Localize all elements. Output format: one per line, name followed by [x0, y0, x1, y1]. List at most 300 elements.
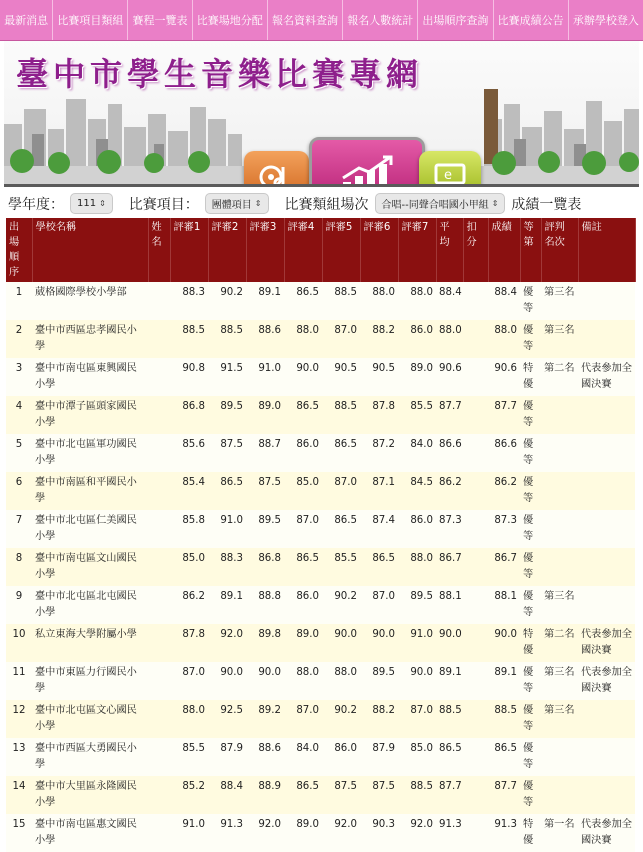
table-cell: 89.0 [246, 396, 284, 434]
table-cell: 91.0 [398, 624, 436, 662]
table-cell: 特優 [520, 624, 541, 662]
table-cell: 86.5 [322, 510, 360, 548]
table-cell: 88.1 [436, 586, 463, 624]
table-cell: 86.5 [360, 548, 398, 586]
table-cell: 90.0 [322, 624, 360, 662]
table-cell [578, 434, 635, 472]
table-cell: 89.5 [360, 662, 398, 700]
table-cell: 87.5 [208, 434, 246, 472]
table-cell: 84.0 [284, 738, 322, 776]
table-cell: 10 [6, 624, 32, 662]
table-cell: 2 [6, 320, 32, 358]
table-cell [148, 662, 170, 700]
table-cell: 臺中市南屯區文山國民小學 [32, 548, 148, 586]
nav-item[interactable]: 承辦學校登入 [572, 14, 639, 27]
item-label: 比賽項目： [128, 196, 199, 213]
table-cell: 86.0 [398, 320, 436, 358]
table-cell [578, 738, 635, 776]
table-cell [578, 396, 635, 434]
table-row [6, 814, 635, 852]
table-cell: 90.0 [488, 624, 520, 662]
table-cell: 85.2 [170, 776, 208, 814]
table-cell: 91.0 [208, 510, 246, 548]
updown-chevron-icon: ⇕ [99, 199, 106, 208]
table-cell: 6 [6, 472, 32, 510]
group-label: 比賽類組場次 [284, 196, 369, 213]
table-cell [541, 510, 578, 548]
table-cell [463, 358, 488, 396]
nav-item[interactable]: 報名資料查詢 [268, 0, 343, 40]
table-cell: 85.5 [170, 738, 208, 776]
table-cell: 86.6 [436, 434, 463, 472]
table-cell: 優等 [520, 472, 541, 510]
nav-item[interactable]: 最新消息 [0, 0, 53, 40]
table-cell: 代表參加全國決賽 [578, 662, 635, 700]
table-cell: 90.3 [360, 814, 398, 852]
updown-chevron-icon: ⇕ [254, 199, 262, 208]
table-cell: 88.8 [246, 586, 284, 624]
year-label: 學年度： [8, 196, 64, 213]
table-cell [463, 396, 488, 434]
table-cell: 代表參加全國決賽 [578, 358, 635, 396]
table-cell: 92.5 [208, 700, 246, 738]
table-cell: 88.5 [322, 396, 360, 434]
table-cell: 86.2 [436, 472, 463, 510]
table-cell: 88.4 [208, 776, 246, 814]
table-cell: 87.0 [284, 700, 322, 738]
table-cell [541, 776, 578, 814]
table-cell: 第三名 [541, 700, 578, 738]
table-cell: 88.6 [246, 738, 284, 776]
table-cell: 87.7 [488, 776, 520, 814]
table-cell: 85.5 [398, 396, 436, 434]
table-cell: 14 [6, 776, 32, 814]
table-cell [541, 434, 578, 472]
table-cell: 特優 [520, 814, 541, 852]
table-cell: 92.0 [398, 814, 436, 852]
table-cell: 9 [6, 586, 32, 624]
table-cell: 90.0 [208, 662, 246, 700]
table-cell: 90.5 [360, 358, 398, 396]
column-header: 學校名稱 [32, 218, 148, 282]
table-cell [148, 396, 170, 434]
computer-icon [419, 151, 481, 187]
table-cell: 臺中市南屯區東興國民小學 [32, 358, 148, 396]
table-cell: 85.8 [170, 510, 208, 548]
table-row [6, 548, 635, 586]
table-cell: 88.0 [488, 320, 520, 358]
table-row [6, 586, 635, 624]
svg-text:e: e [444, 168, 452, 183]
column-header: 姓名 [148, 218, 170, 282]
column-header: 評審3 [246, 218, 284, 282]
year-select-value: 111 [77, 198, 97, 209]
table-cell: 5 [6, 434, 32, 472]
table-cell: 86.5 [284, 548, 322, 586]
table-cell: 第三名 [541, 320, 578, 358]
table-cell: 87.8 [360, 396, 398, 434]
table-cell: 85.6 [170, 434, 208, 472]
table-cell: 85.4 [170, 472, 208, 510]
column-header: 評審4 [284, 218, 322, 282]
table-cell: 87.8 [170, 624, 208, 662]
table-cell: 88.7 [246, 434, 284, 472]
table-cell: 88.4 [436, 282, 463, 320]
table-cell: 88.3 [170, 282, 208, 320]
table-cell: 優等 [520, 396, 541, 434]
table-row [6, 738, 635, 776]
table-cell: 86.6 [488, 434, 520, 472]
table-cell [578, 510, 635, 548]
table-cell: 90.6 [488, 358, 520, 396]
table-cell: 私立東海大學附屬小學 [32, 624, 148, 662]
table-cell: 第一名 [541, 814, 578, 852]
table-cell: 88.5 [398, 776, 436, 814]
table-cell: 87.5 [246, 472, 284, 510]
table-cell: 87.7 [436, 396, 463, 434]
table-cell: 89.2 [246, 700, 284, 738]
table-cell [148, 320, 170, 358]
column-header: 評審5 [322, 218, 360, 282]
table-row [6, 472, 635, 510]
nav-item[interactable]: 比賽場地分配 [193, 0, 268, 40]
table-row [6, 358, 635, 396]
table-cell: 優等 [520, 662, 541, 700]
table-cell: 89.5 [208, 396, 246, 434]
table-cell [463, 662, 488, 700]
table-cell: 11 [6, 662, 32, 700]
table-cell: 88.2 [360, 700, 398, 738]
table-cell [578, 282, 635, 320]
table-cell: 86.5 [488, 738, 520, 776]
table-cell: 優等 [520, 434, 541, 472]
table-cell: 優等 [520, 548, 541, 586]
table-cell: 91.3 [488, 814, 520, 852]
table-cell: 87.0 [284, 510, 322, 548]
table-cell: 臺中市南屯區惠文國民小學 [32, 814, 148, 852]
table-row [6, 282, 635, 320]
column-header: 出場順序 [6, 218, 32, 282]
table-row [6, 624, 635, 662]
table-cell: 88.0 [398, 548, 436, 586]
table-cell: 87.0 [322, 320, 360, 358]
table-cell: 特優 [520, 358, 541, 396]
table-row [6, 396, 635, 434]
table-cell [578, 776, 635, 814]
table-cell [463, 472, 488, 510]
table-cell: 86.7 [488, 548, 520, 586]
table-row [6, 662, 635, 700]
table-cell: 86.0 [284, 586, 322, 624]
table-cell: 第二名 [541, 624, 578, 662]
table-cell: 92.0 [322, 814, 360, 852]
table-cell [463, 738, 488, 776]
table-cell: 臺中市西區大勇國民小學 [32, 738, 148, 776]
table-cell: 91.0 [170, 814, 208, 852]
table-cell [148, 586, 170, 624]
table-cell: 臺中市北屯區軍功國民小學 [32, 434, 148, 472]
table-cell: 88.3 [208, 548, 246, 586]
table-cell: 87.0 [398, 700, 436, 738]
table-cell: 13 [6, 738, 32, 776]
music-icon [244, 151, 309, 187]
table-row [6, 434, 635, 472]
nav-item[interactable]: 比賽項目類組 [53, 0, 128, 40]
table-cell [463, 510, 488, 548]
column-header: 扣分 [463, 218, 488, 282]
table-cell: 優等 [520, 738, 541, 776]
table-cell: 90.0 [398, 662, 436, 700]
table-cell: 臺中市北屯區仁美國民小學 [32, 510, 148, 548]
column-header: 評審1 [170, 218, 208, 282]
column-header: 評審6 [360, 218, 398, 282]
table-cell [463, 586, 488, 624]
table-cell: 優等 [520, 776, 541, 814]
table-cell: 88.5 [322, 282, 360, 320]
table-cell: 代表參加全國決賽 [578, 624, 635, 662]
table-cell: 89.1 [488, 662, 520, 700]
table-cell: 89.5 [246, 510, 284, 548]
table-cell [463, 776, 488, 814]
table-cell: 3 [6, 358, 32, 396]
table-cell: 臺中市北屯區文心國民小學 [32, 700, 148, 738]
table-cell [148, 814, 170, 852]
table-cell: 88.6 [246, 320, 284, 358]
results-suffix: 成績一覽表 [511, 196, 582, 213]
table-cell: 87.3 [488, 510, 520, 548]
results-table [6, 218, 636, 852]
table-cell: 84.0 [398, 434, 436, 472]
table-cell: 第三名 [541, 282, 578, 320]
table-cell: 90.0 [246, 662, 284, 700]
table-cell: 85.5 [322, 548, 360, 586]
table-cell: 86.5 [208, 472, 246, 510]
table-cell: 87.3 [436, 510, 463, 548]
table-cell: 89.1 [208, 586, 246, 624]
table-cell [541, 738, 578, 776]
table-cell: 89.1 [246, 282, 284, 320]
table-cell: 86.8 [246, 548, 284, 586]
table-cell [148, 548, 170, 586]
table-cell: 第三名 [541, 662, 578, 700]
table-cell: 臺中市北屯區北屯國民小學 [32, 586, 148, 624]
site-banner [4, 41, 639, 187]
table-cell: 86.5 [284, 776, 322, 814]
item-select-value: 團體項目 [211, 200, 252, 211]
table-cell: 89.0 [284, 624, 322, 662]
table-cell: 90.8 [170, 358, 208, 396]
table-cell: 88.0 [284, 320, 322, 358]
table-cell: 89.0 [398, 358, 436, 396]
table-cell: 92.0 [246, 814, 284, 852]
table-cell [463, 624, 488, 662]
table-cell: 89.1 [436, 662, 463, 700]
table-row [6, 320, 635, 358]
table-cell: 86.5 [284, 396, 322, 434]
table-cell: 87.5 [322, 776, 360, 814]
table-cell [578, 320, 635, 358]
table-cell: 87.7 [436, 776, 463, 814]
column-header: 評判名次 [541, 218, 578, 282]
table-cell: 90.0 [360, 624, 398, 662]
nav-item[interactable]: 比賽成績公告 [494, 0, 569, 40]
table-cell: 88.1 [488, 586, 520, 624]
table-row [6, 510, 635, 548]
table-cell: 88.0 [170, 700, 208, 738]
table-cell: 89.0 [284, 814, 322, 852]
table-cell: 86.5 [436, 738, 463, 776]
table-cell [541, 472, 578, 510]
nav-item[interactable]: 賽程一覽表 [128, 0, 192, 40]
table-cell: 85.0 [398, 738, 436, 776]
table-cell: 88.2 [360, 320, 398, 358]
table-cell: 12 [6, 700, 32, 738]
table-cell: 86.2 [170, 586, 208, 624]
table-cell: 4 [6, 396, 32, 434]
column-header: 等第 [520, 218, 541, 282]
item-select[interactable] [205, 193, 269, 214]
table-cell: 臺中市東區力行國民小學 [32, 662, 148, 700]
table-cell: 優等 [520, 700, 541, 738]
table-cell [148, 472, 170, 510]
table-cell: 88.5 [436, 700, 463, 738]
table-cell: 90.2 [208, 282, 246, 320]
table-cell: 87.0 [360, 586, 398, 624]
table-cell: 90.0 [436, 624, 463, 662]
table-cell: 86.8 [170, 396, 208, 434]
table-cell: 87.4 [360, 510, 398, 548]
table-cell: 91.0 [246, 358, 284, 396]
table-cell: 臺中市潭子區頭家國民小學 [32, 396, 148, 434]
column-header: 備註 [578, 218, 635, 282]
table-cell [463, 814, 488, 852]
table-cell [148, 510, 170, 548]
table-cell: 臺中市南區和平國民小學 [32, 472, 148, 510]
column-header: 評審7 [398, 218, 436, 282]
table-header-row [6, 218, 635, 282]
table-cell [541, 396, 578, 434]
table-cell: 87.0 [322, 472, 360, 510]
table-cell [578, 700, 635, 738]
table-cell: 第三名 [541, 586, 578, 624]
table-cell: 1 [6, 282, 32, 320]
table-cell [578, 472, 635, 510]
table-cell [148, 738, 170, 776]
table-cell: 87.5 [360, 776, 398, 814]
table-cell: 88.0 [322, 662, 360, 700]
table-cell: 88.0 [436, 320, 463, 358]
table-cell: 88.0 [284, 662, 322, 700]
table-cell [148, 700, 170, 738]
table-cell: 86.5 [284, 282, 322, 320]
table-cell: 86.5 [322, 434, 360, 472]
year-select[interactable] [70, 193, 113, 214]
table-cell: 92.0 [208, 624, 246, 662]
column-header: 評審2 [208, 218, 246, 282]
table-cell [148, 282, 170, 320]
table-cell: 7 [6, 510, 32, 548]
table-cell: 優等 [520, 586, 541, 624]
table-cell: 86.7 [436, 548, 463, 586]
table-cell: 87.0 [170, 662, 208, 700]
table-cell [463, 548, 488, 586]
table-cell [463, 434, 488, 472]
table-cell [578, 586, 635, 624]
table-cell: 優等 [520, 320, 541, 358]
table-cell: 優等 [520, 510, 541, 548]
table-cell: 89.5 [398, 586, 436, 624]
table-cell: 91.3 [208, 814, 246, 852]
table-cell: 臺中市大里區永隆國民小學 [32, 776, 148, 814]
table-cell: 85.0 [170, 548, 208, 586]
table-cell: 15 [6, 814, 32, 852]
group-select[interactable] [375, 193, 506, 214]
table-cell: 84.5 [398, 472, 436, 510]
table-cell: 88.5 [488, 700, 520, 738]
table-row [6, 700, 635, 738]
table-cell: 87.7 [488, 396, 520, 434]
table-cell [148, 358, 170, 396]
table-cell [463, 320, 488, 358]
table-cell: 90.6 [436, 358, 463, 396]
table-cell: 86.2 [488, 472, 520, 510]
table-cell: 第二名 [541, 358, 578, 396]
group-select-value: 合唱--同聲合唱國小甲組 [381, 200, 489, 211]
column-header: 成績 [488, 218, 520, 282]
table-cell [148, 434, 170, 472]
site-title: 臺中市學生音樂比賽專網 [16, 55, 424, 93]
table-cell: 87.9 [208, 738, 246, 776]
table-cell: 87.2 [360, 434, 398, 472]
column-header: 平均 [436, 218, 463, 282]
table-cell: 臺中市西區忠孝國民小學 [32, 320, 148, 358]
table-cell: 88.0 [398, 282, 436, 320]
chart-trend-icon [309, 137, 425, 187]
table-cell: 88.0 [360, 282, 398, 320]
nav-item[interactable]: 出場順序查詢 [418, 0, 493, 40]
table-cell [148, 776, 170, 814]
table-cell: 90.0 [284, 358, 322, 396]
table-cell: 8 [6, 548, 32, 586]
table-cell: 86.0 [284, 434, 322, 472]
table-cell: 85.0 [284, 472, 322, 510]
table-cell: 91.3 [436, 814, 463, 852]
table-cell: 89.8 [246, 624, 284, 662]
nav-item[interactable]: 報名人數統計 [343, 0, 418, 40]
table-cell: 90.2 [322, 700, 360, 738]
table-cell [463, 700, 488, 738]
table-cell: 88.4 [488, 282, 520, 320]
table-cell: 87.1 [360, 472, 398, 510]
table-cell [148, 624, 170, 662]
table-cell [578, 548, 635, 586]
table-cell: 88.9 [246, 776, 284, 814]
filter-bar [0, 187, 643, 218]
table-cell: 86.0 [398, 510, 436, 548]
table-cell: 90.2 [322, 586, 360, 624]
table-row [6, 776, 635, 814]
top-nav [0, 0, 643, 41]
table-cell: 88.5 [170, 320, 208, 358]
table-cell [463, 282, 488, 320]
table-cell: 90.5 [322, 358, 360, 396]
updown-chevron-icon: ⇕ [491, 199, 499, 208]
table-cell: 87.9 [360, 738, 398, 776]
table-cell: 91.5 [208, 358, 246, 396]
table-cell: 代表參加全國決賽 [578, 814, 635, 852]
table-cell: 88.5 [208, 320, 246, 358]
table-cell [541, 548, 578, 586]
